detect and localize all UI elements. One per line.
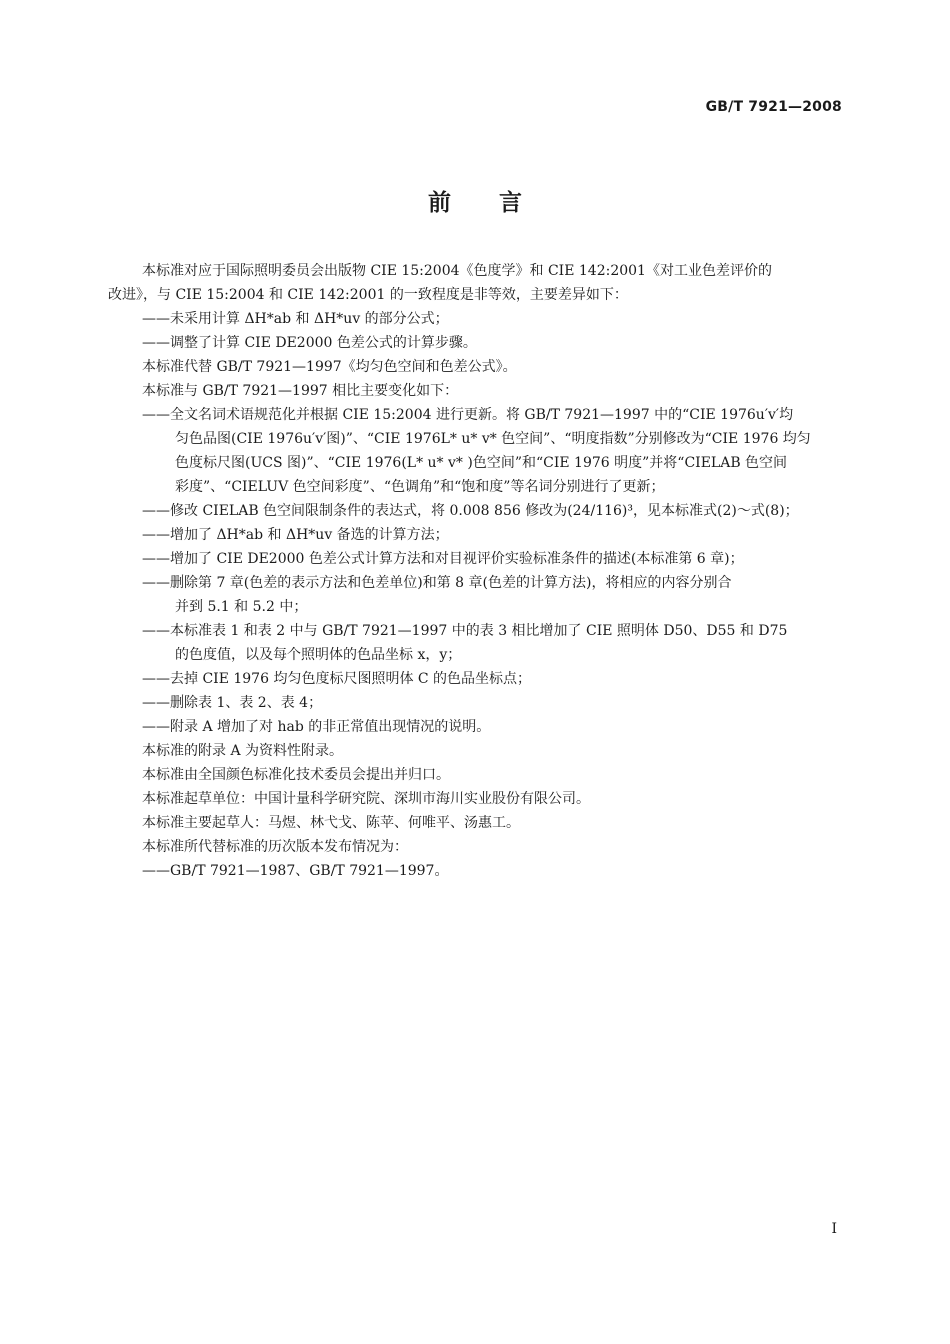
- text-line: ——删除第 7 章(色差的表示方法和色差单位)和第 8 章(色差的计算方法)，将相应的内容分别合: [142, 575, 732, 591]
- page-number: I: [831, 1221, 837, 1237]
- page-title: [0, 184, 950, 217]
- text-line: 的色度值，以及每个照明体的色品坐标 x，y；: [175, 647, 462, 663]
- text-line: ——调整了计算 CIE DE2000 色差公式的计算步骤。: [142, 335, 477, 351]
- text-line: 改进》，与 CIE 15:2004 和 CIE 142:2001 的一致程度是非等效，主要差异如下：: [108, 287, 628, 303]
- text-line: ——增加了 ΔH*ab 和 ΔH*uv 备选的计算方法；: [142, 527, 449, 543]
- text-line: 色度标尺图(UCS 图)”、“CIE 1976(L* u* v* )色空间”和“CIE 1976 明度”并将“CIELAB 色空间: [175, 455, 788, 471]
- text-line: 本标准由全国颜色标准化技术委员会提出并归口。: [142, 767, 450, 783]
- text-line: 本标准代替 GB/T 7921—1997《均匀色空间和色差公式》。: [142, 359, 517, 375]
- text-line: 本标准所代替标准的历次版本发布情况为：: [142, 839, 408, 855]
- text-line: 本标准与 GB/T 7921—1997 相比主要变化如下：: [142, 383, 459, 399]
- text-line: ——修改 CIELAB 色空间限制条件的表达式，将 0.008 856 修改为(24/116)³，见本标准式(2)～式(8)；: [142, 503, 799, 519]
- text-line: 彩度”、“CIELUV 色空间彩度”、“色调角”和“饱和度”等名词分别进行了更新；: [175, 479, 665, 495]
- text-line: ——本标准表 1 和表 2 中与 GB/T 7921—1997 中的表 3 相比增加了 CIE 照明体 D50、D55 和 D75: [142, 623, 788, 639]
- text-line: ——去掉 CIE 1976 均匀色度标尺图照明体 C 的色品坐标点；: [142, 671, 532, 687]
- text-line: 本标准主要起草人：马煜、林弋戈、陈苹、何唯平、汤惠工。: [142, 815, 520, 831]
- preface-body: [108, 259, 842, 883]
- text-line: ——GB/T 7921—1987、GB/T 7921—1997。: [142, 863, 449, 879]
- title-char-2: 言: [499, 190, 522, 216]
- standard-code: GB/T 7921—2008: [705, 99, 842, 115]
- text-line: ——删除表 1、表 2、表 4；: [142, 695, 323, 711]
- title-char-1: 前: [428, 190, 451, 216]
- text-line: 本标准对应于国际照明委员会出版物 CIE 15:2004《色度学》和 CIE 142:2001《对工业色差评价的: [142, 263, 772, 279]
- text-line: 本标准的附录 A 为资料性附录。: [142, 743, 344, 759]
- text-line: ——全文名词术语规范化并根据 CIE 15:2004 进行更新。将 GB/T 7921—1997 中的“CIE 1976u′v′均: [142, 407, 794, 423]
- text-line: ——未采用计算 ΔH*ab 和 ΔH*uv 的部分公式；: [142, 311, 449, 327]
- text-line: 匀色品图(CIE 1976u′v′图)”、“CIE 1976L* u* v* 色空间”、“明度指数”分别修改为“CIE 1976 均匀: [175, 431, 811, 447]
- text-line: ——附录 A 增加了对 hab 的非正常值出现情况的说明。: [142, 719, 491, 735]
- text-line: ——增加了 CIE DE2000 色差公式计算方法和对目视评价实验标准条件的描述(本标准第 6 章)；: [142, 551, 744, 567]
- text-line: 并到 5.1 和 5.2 中；: [175, 599, 308, 615]
- text-line: 本标准起草单位：中国计量科学研究院、深圳市海川实业股份有限公司。: [142, 791, 590, 807]
